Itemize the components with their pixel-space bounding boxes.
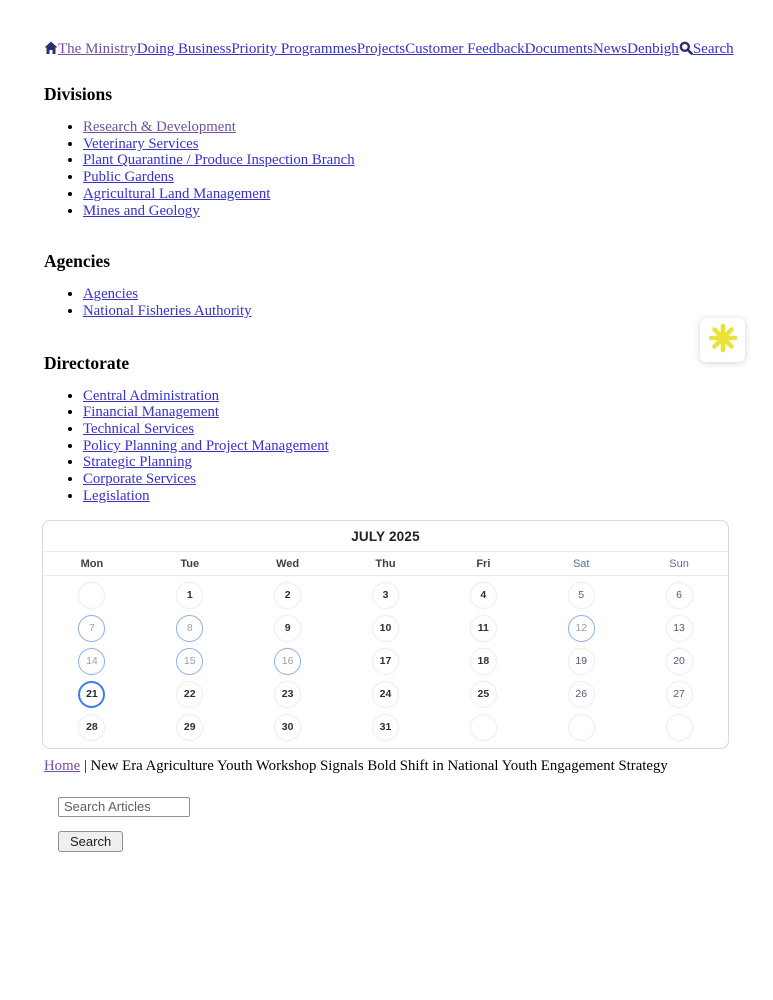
day-circle: 1	[176, 582, 203, 609]
nav-link[interactable]: Documents	[524, 41, 593, 57]
breadcrumb-home-link[interactable]: Home	[44, 757, 81, 774]
events-calendar	[42, 520, 729, 749]
day-circle: 12	[568, 615, 595, 642]
link-section	[44, 84, 731, 219]
day-circle	[568, 714, 595, 741]
day-circle: 22	[176, 681, 203, 708]
section-link[interactable]: Agricultural Land Management	[83, 185, 271, 202]
section-link[interactable]: Financial Management	[83, 404, 220, 421]
list-item	[83, 186, 731, 203]
calendar-day-14[interactable]	[43, 645, 141, 678]
calendar-empty-cell	[630, 711, 728, 744]
calendar-day-4[interactable]	[434, 579, 532, 612]
section-heading: Agencies	[44, 251, 111, 272]
day-circle: 18	[470, 648, 497, 675]
section-link[interactable]: Agencies	[83, 286, 139, 303]
section-link[interactable]: Mines and Geology	[83, 202, 200, 219]
calendar-day-11[interactable]	[434, 612, 532, 645]
calendar-day-22[interactable]	[141, 678, 239, 711]
day-circle: 30	[274, 714, 301, 741]
list-item	[83, 388, 731, 405]
nav-link[interactable]: Denbigh	[627, 41, 679, 57]
calendar-day-16[interactable]	[239, 645, 337, 678]
section-link[interactable]: Research & Development	[83, 119, 236, 135]
breadcrumb-article-title: New Era Agriculture Youth Workshop Signals Bold Shift in National Youth Engagement Strategy	[90, 757, 668, 774]
section-link[interactable]: Strategic Planning	[83, 454, 192, 471]
section-link[interactable]: Public Gardens	[83, 169, 174, 186]
day-circle: 6	[666, 582, 693, 609]
day-circle: 27	[666, 681, 693, 708]
section-heading: Directorate	[44, 352, 130, 373]
search-icon	[679, 41, 693, 57]
calendar-day-1[interactable]	[141, 579, 239, 612]
section-heading: Divisions	[44, 84, 113, 104]
calendar-empty-cell	[43, 579, 141, 612]
list-item	[83, 488, 731, 505]
day-circle	[666, 714, 693, 741]
nav-link[interactable]: Priority Programmes	[231, 41, 357, 57]
calendar-weekday-label: Sat	[572, 557, 590, 570]
calendar-day-25[interactable]	[434, 678, 532, 711]
calendar-weekday-label: Tue	[180, 557, 200, 570]
calendar-weekday-row	[43, 552, 728, 576]
section-link[interactable]: Policy Planning and Project Management	[83, 437, 329, 454]
accessibility-widget-button[interactable]	[700, 318, 745, 362]
section-link-list	[44, 388, 731, 505]
list-item	[83, 303, 731, 320]
calendar-day-23[interactable]	[239, 678, 337, 711]
calendar-weekday-label: Thu	[375, 557, 396, 570]
calendar-day-12[interactable]	[532, 612, 630, 645]
calendar-day-24[interactable]	[337, 678, 435, 711]
list-item	[83, 471, 731, 488]
link-sections	[44, 84, 731, 505]
link-section	[44, 353, 731, 505]
breadcrumb-separator: |	[83, 757, 87, 774]
day-circle: 23	[274, 681, 301, 708]
list-item	[83, 152, 731, 169]
list-item	[83, 438, 731, 455]
day-circle: 4	[470, 582, 497, 609]
nav-links	[58, 41, 679, 57]
calendar-weekday-label: Wed	[276, 557, 300, 570]
day-circle: 13	[666, 615, 693, 642]
calendar-day-13[interactable]	[630, 612, 728, 645]
day-circle: 9	[274, 615, 301, 642]
calendar-day-3[interactable]	[337, 579, 435, 612]
calendar-day-15[interactable]	[141, 645, 239, 678]
day-circle: 8	[176, 615, 203, 642]
calendar-day-30[interactable]	[239, 711, 337, 744]
calendar-empty-cell	[532, 711, 630, 744]
section-link[interactable]: Plant Quarantine / Produce Inspection Branch	[83, 152, 355, 169]
search-nav-label: Search	[692, 41, 734, 57]
day-circle: 14	[78, 648, 105, 675]
day-circle: 26	[568, 681, 595, 708]
day-circle: 31	[372, 714, 399, 741]
nav-link[interactable]: The Ministry	[58, 41, 137, 57]
day-circle: 20	[666, 648, 693, 675]
day-circle: 17	[372, 648, 399, 675]
calendar-day-21[interactable]	[43, 678, 141, 711]
section-link-list	[44, 286, 731, 319]
list-item	[83, 404, 731, 421]
calendar-day-6[interactable]	[630, 579, 728, 612]
day-circle	[78, 582, 105, 609]
list-item	[83, 454, 731, 471]
day-circle: 2	[274, 582, 301, 609]
day-circle: 28	[78, 714, 105, 741]
day-circle: 11	[470, 615, 497, 642]
calendar-empty-cell	[434, 711, 532, 744]
calendar-day-5[interactable]	[532, 579, 630, 612]
list-item	[83, 421, 731, 438]
search-articles-input[interactable]	[58, 797, 190, 817]
day-circle: 21	[78, 681, 105, 708]
search-articles-button[interactable]: Search	[58, 831, 123, 852]
list-item	[83, 169, 731, 186]
calendar-day-28[interactable]	[43, 711, 141, 744]
section-link[interactable]: Legislation	[83, 487, 150, 504]
home-icon[interactable]	[44, 41, 58, 57]
day-circle: 15	[176, 648, 203, 675]
list-item	[83, 286, 731, 303]
calendar-day-17[interactable]	[337, 645, 435, 678]
list-item	[83, 136, 731, 153]
article-search-form	[58, 797, 731, 852]
list-item	[83, 119, 731, 136]
calendar-day-10[interactable]	[337, 612, 435, 645]
day-circle: 19	[568, 648, 595, 675]
nav-link[interactable]: Doing Business	[136, 41, 232, 57]
section-link[interactable]: Veterinary Services	[83, 135, 199, 152]
calendar-day-9[interactable]	[239, 612, 337, 645]
day-circle: 24	[372, 681, 399, 708]
section-link[interactable]: Corporate Services	[83, 471, 196, 488]
day-circle	[470, 714, 497, 741]
calendar-day-19[interactable]	[532, 645, 630, 678]
calendar-weekday-label: Fri	[476, 557, 491, 570]
nav-link[interactable]: News	[592, 41, 628, 57]
section-link-list	[44, 119, 731, 219]
calendar-month-title: JULY 2025	[43, 521, 728, 552]
day-circle: 25	[470, 681, 497, 708]
calendar-day-26[interactable]	[532, 678, 630, 711]
calendar-day-20[interactable]	[630, 645, 728, 678]
link-section	[44, 251, 731, 319]
section-link[interactable]: Technical Services	[83, 421, 195, 438]
day-circle: 29	[176, 714, 203, 741]
asterisk-icon	[707, 322, 739, 359]
search-nav-link[interactable]	[679, 41, 734, 57]
nav-link[interactable]: Customer Feedback	[405, 41, 525, 57]
calendar-day-31[interactable]	[337, 711, 435, 744]
section-link[interactable]: National Fisheries Authority	[83, 302, 252, 319]
calendar-day-7[interactable]	[43, 612, 141, 645]
day-circle: 10	[372, 615, 399, 642]
top-navigation	[44, 41, 734, 58]
calendar-weekday-label: Mon	[80, 557, 104, 570]
nav-link[interactable]: Projects	[356, 41, 406, 57]
breadcrumb	[44, 758, 731, 775]
calendar-day-2[interactable]	[239, 579, 337, 612]
calendar-day-29[interactable]	[141, 711, 239, 744]
day-circle: 7	[78, 615, 105, 642]
day-circle: 3	[372, 582, 399, 609]
day-circle: 16	[274, 648, 301, 675]
calendar-day-8[interactable]	[141, 612, 239, 645]
day-circle: 5	[568, 582, 595, 609]
section-link[interactable]: Central Administration	[83, 387, 220, 404]
calendar-grid	[43, 576, 728, 748]
list-item	[83, 203, 731, 220]
calendar-weekday-label: Sun	[669, 557, 689, 570]
calendar-day-27[interactable]	[630, 678, 728, 711]
calendar-day-18[interactable]	[434, 645, 532, 678]
